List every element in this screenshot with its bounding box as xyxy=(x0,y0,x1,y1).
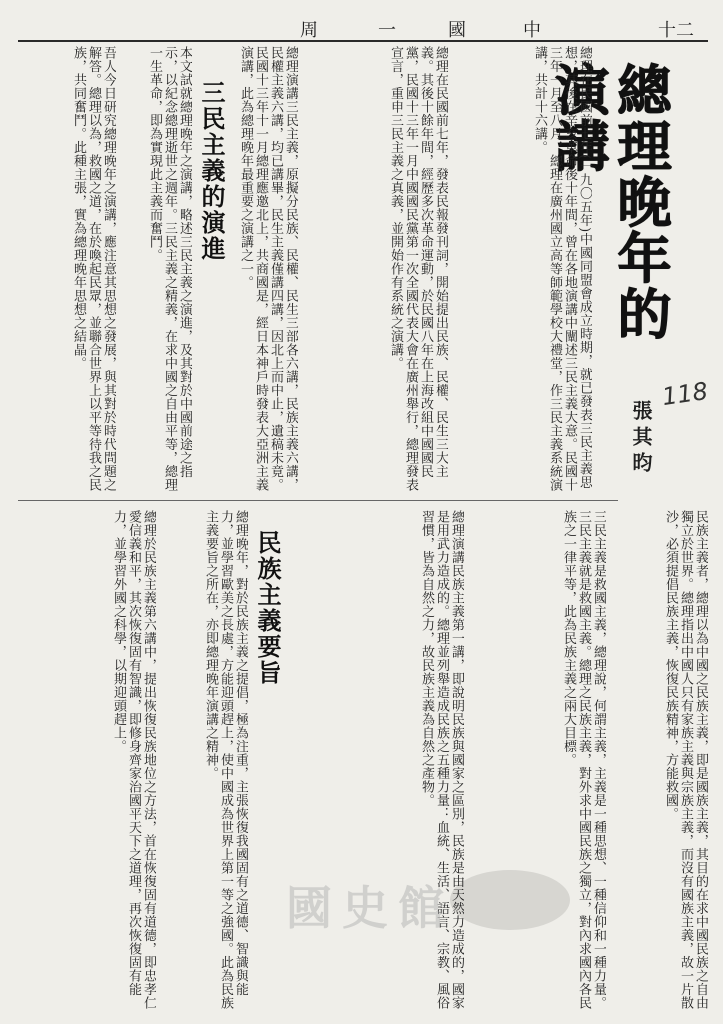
masthead-country: 國 xyxy=(448,20,466,41)
bottom-column-e: 總理於民族主義第六講中，提出恢復民族地位之方法，首在恢復固有道德，即忠孝仁愛信義和平，其次恢復固有智識，即修身齊家治國平天下之道理，再次恢復固有能力，並學習外國之科學，以期迎頭趕上。 xyxy=(111,510,156,1010)
page-number: 十二 xyxy=(658,20,694,41)
section-heading-evolution: 三民主義的演進 xyxy=(197,80,226,262)
article-title: 總理晚年的演講 xyxy=(547,62,673,342)
bottom-column-a: 民族主義者，總理以為中國之民族主義，即是國族主義，其目的在求中國民族之自由獨立於世界。總理指出中國人只有家族主義與宗族主義，而沒有國族主義，故一片散沙，必須提倡民族主義，恢復民族精神，方能救國。 xyxy=(663,510,708,1010)
masthead-china: 中 xyxy=(523,20,541,41)
masthead xyxy=(18,12,708,42)
top-column-b: 總理演講三民主義，原擬分民族、民權、民生三部各六講，民族主義六講，民權主義六講，均已講畢，民生主義僅講四講，因北上而中止，遺稿未竟。民國十三年十一月總理應邀北上，共商國是，經日本神戶時發表大亞洲主義演講，此為總理晚年最重要之演講之一。 xyxy=(238,46,298,492)
bottom-column-c: 總理演講民族主義第一講，即說明民族與國家之區別，民族是由天然力造成的，國家是用武力造成的。總理並列舉造成民族之五種力量：血統、生活、語言、宗教、風俗習慣，皆為自然之力，故民族主義為自然之產物。 xyxy=(419,510,464,1010)
bottom-column-b: 三民主義是救國主義，總理說，何謂主義，主義是一種思想、一種信仰和一種力量。三民主義就是救國主義。總理之民族主義，對外求中國民族之獨立，對內求國內各民族之一律平等，此為民族主義之兩大目標。 xyxy=(561,510,606,1010)
handwritten-mark: 118 xyxy=(660,376,710,412)
top-column-c: 本文試就總理晚年之演講，略述三民主義之演進，及其對於中國前途之指示，以紀念總理逝世之週年。三民主義之精義，在求中國之自由平等，總理一生革命，即為實現此主義而奮鬥。 xyxy=(147,46,192,492)
bottom-column-d: 總理晚年，對於民族主義之提倡，極為注重，主張恢復我國固有之道德、智識與能力，並學習歐美之長處，方能迎頭趕上，使中國成為世界上第一等之強國。此為民族主義要旨之所在，亦即總理晚年演講之精神。 xyxy=(203,510,248,1010)
top-column-d: 吾人今日研究總理晚年之演講，應注意其思想之發展，與其對於時代問題之解答。總理以為，救國之道，在於喚起民眾，並聯合世界上以平等待我之民族，共同奮鬥。此種主張，實為總理晚年思想之結晶。 xyxy=(71,46,116,492)
section-divider xyxy=(18,500,618,501)
masthead-one: 一 xyxy=(378,20,396,41)
article-author: 張其昀 xyxy=(629,400,653,478)
archive-watermark: 國史館 xyxy=(286,881,454,935)
masthead-week: 周 xyxy=(300,20,318,41)
section-heading-nationalism: 民族主義要旨 xyxy=(253,530,282,686)
top-column-a: 總理在民國前七年，發表民報發刊詞，開始提出民族、民權、民生三大主義。其後十餘年間，經歷多次革命運動，於民國八年在上海改組中國國民黨，民國十三年一月中國國民黨第一次全國代表大會在廣州舉行，總理發表宣言，重申三民主義之真義，並開始作有系統之演講。 xyxy=(388,46,448,492)
top-column-intro: 總理在民國前七年(一九〇五年)中國同盟會成立時期，就已發表三民主義思想，其後在辛亥革命後十年間，曾在各地演講中闡述三民主義大意。民國十三年一月至八月，總理在廣州國立高等師範學校大禮堂，作三民主義系統演講，共計十六講。 xyxy=(532,46,592,492)
